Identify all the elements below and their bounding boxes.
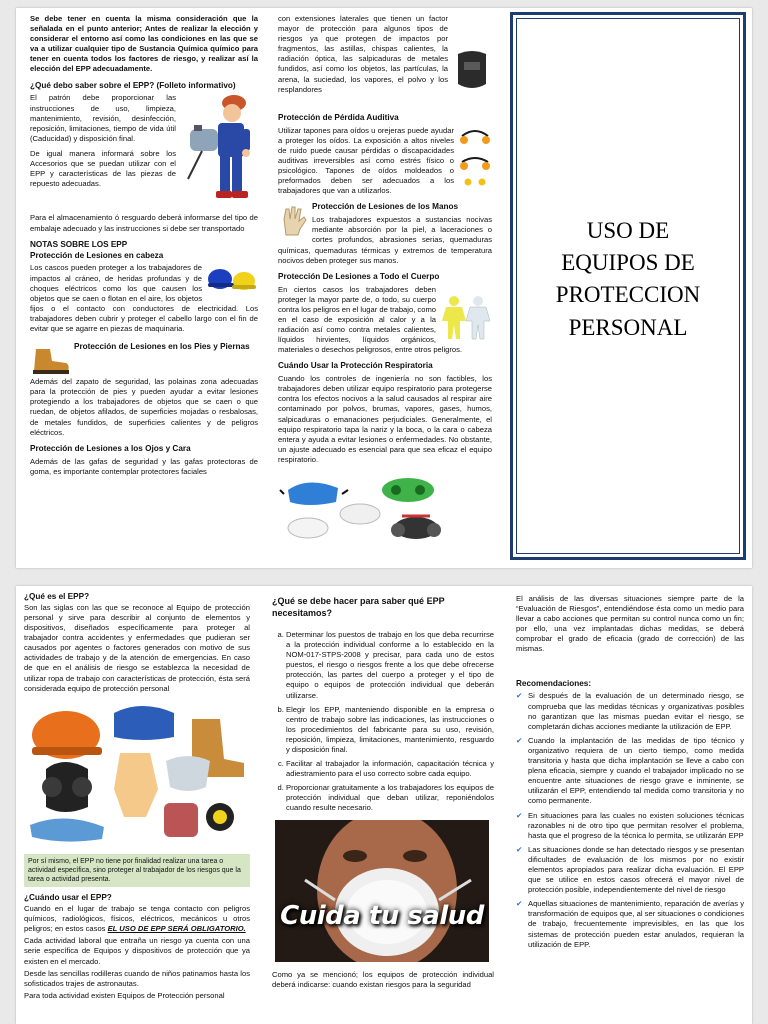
worker-mask-portrait [275, 820, 489, 962]
panel-6 [516, 586, 744, 1024]
list-item: c. Facilitar al trabajador la información, capacitación técnica y adiestramiento para el uso correcto sobre cada equipo. [286, 759, 494, 779]
cuida-tu-salud-photo [275, 820, 489, 962]
face-protection-paragraph: con extensiones laterales que tienen un factor mayor de protección para algunos tipos de riesgos ya que protegen de impactos por fragmentos, las astillas, chispas calientes, la radiación óptica, las salpicaduras de metales fundidos, así como los objetos, las partículas, la arena, la suciedad, los vapores, el polvo y los resplandores [278, 14, 448, 94]
bottom-paragraph: Como ya se mencionó; los equipos de protección individual deberá indicarse: cuando existan riesgos para la seguridad [272, 969, 494, 989]
panel-2 [278, 8, 492, 568]
cover-title: USO DE EQUIPOS DE PROTECCION PERSONAL [555, 218, 701, 340]
hands-paragraph: Los trabajadores expuestos a sustancias nocivas mediante absorción por la piel, a laceraciones o cortes profundos, abrasiones serias, quemaduras químicas, quemaduras térmicas y extremos de temperatura nocivos deben proteger sus manos. [278, 215, 492, 265]
recommendations-list [516, 691, 744, 949]
list-item [516, 845, 744, 895]
respiratory-paragraph: Cuando los controles de ingeniería no son factibles, los trabajadores deben utilizar equipo respiratorio para protegerse contra los efectos nocivos a la salud causados al respirar aire contaminado por polvos, brumas, vapores, gases, humos, salpicaduras o emanaciones perjudiciales. Generalmente, el equipo respiratorio tapa la nariz y la boca, o la cara o cabeza entera y ayuda a evitar lesiones o enfermedades. No obstante, un ajuste adecuado es esencial para que sea eficaz el equipo respiratorio. [278, 374, 492, 464]
eyes-protection-heading: Protección de Lesiones a los Ojos y Cara [30, 443, 191, 453]
skates-paragraph: Desde las sencillas rodilleras cuando de niños patinamos hasta los sofisticados trajes de astronautas. [24, 968, 250, 988]
what-epp-needed-heading: ¿Qué se debe hacer para saber qué EPP necesitamos? [272, 596, 445, 618]
recommendation-text: Cuando la implantación de las medidas de tipo técnico y organizativo requiera de un cierto tiempo, como medida transitoria y hasta que dicha implantación se lleve a cabo con plena eficacia, siempre y cuando el trabajador implicado no se encuentre ante situaciones de riesgo grave e inminente, se utilizarán el EPP, entendiendo tal medida como transitoria y no como permanente. [528, 735, 744, 806]
head-protection-heading: Protección de Lesiones en cabeza [30, 250, 164, 260]
list-item [516, 691, 744, 731]
what-is-epp-paragraph: Son las siglas con las que se reconoce al Equipo de protección personal y sirve para describir al conjunto de elementos y dispositivos, diseñados específicamente para proteger al trabajador contra accidentes y enfermedades que pudieran ser causados por agentes o factores generados con motivo de sus actividades de trabajo y de la atención de emergencias. En caso de que en el análisis de riesgo se establezca la necesidad de utilizar ropa de trabajo con características de protección, ésta será considerada equipo de protección personal [24, 602, 250, 693]
recommendation-text: Aquellas situaciones de mantenimiento, reparación de averías y transformación de equipos que, al ser situaciones o condiciones de trabajo, frecuentemente imprevisibles, en las que los sistemas de protección pueden estar anulados, requieran la utilización de EPP. [528, 899, 744, 949]
respiratory-protection-heading: Cuándo Usar la Protección Respiratoria [278, 361, 433, 371]
intro-paragraph: Se debe tener en cuenta la misma consideración que la señalada en el punto anterior; Antes de realizar la elección y considerar el entorno así como las condiciones en las que se va a utilizar cualquier tipo de Sustancia Química químico para tener en cuenta todos los factores de riesgo, y realizar así la elección del EPP adecuadamente. [30, 14, 258, 74]
steps-list [272, 630, 494, 814]
head-paragraph: Los cascos pueden proteger a los trabajadores de impactos al cráneo, de heridas profundas y de choques eléctricos como los que causen los objetos que se caen o flotan en el aire, los objetos fijos o el contacto con conductores de electricidad. Los trabajadores deben cubrir y proteger el cabello largo con el fin de evitar que se agarre en piezas de maquinaria. [30, 263, 258, 334]
body-paragraph: En ciertos casos los trabajadores deben proteger la mayor parte de, o todo, su cuerpo contra los peligros en el lugar de trabajo, como en el caso de exposición al calor y a la radiación así como contra metales calientes, líquidos hirvientes, líquidos orgánicos, materiales o desechos peligrosos, entre otros peligros. [278, 284, 463, 355]
when-use-text: Cuando en el lugar de trabajo se tenga contacto con peligros químicos, radiológicos, físicos, eléctricos, mecánicos u otros peligros; en estos casos [24, 904, 250, 934]
photo-caption: Cuida tu salud [280, 900, 484, 931]
welding-mask-illustration [452, 48, 492, 92]
hearing-protection-heading: Protección de Pérdida Auditiva [278, 112, 399, 122]
list-item: d. Proporcionar gratuitamente a los trabajadores los equipos de protección individual que deban utilizar, reponiéndolos cuando resulte necesario. [286, 783, 494, 813]
risk-evaluation-paragraph: El análisis de las diversas situaciones siempre parte de la “Evaluación de Riesgos”, entendiéndose ésta como un medio para llevar a cabo acciones que permitan su control nunca como un fin; por ello, una vez implantadas dichas medidas, se deberá comprobar el grado de eficacia (grado de corrección) de las mismas. [516, 594, 744, 654]
hearing-paragraph: Utilizar tapones para oídos u orejeras puede ayudar a proteger los oídos. La exposición a altos niveles de ruido puede causar pérdidas o discapacidades auditivas irreversibles así como estrés físico o psicológico. Tapones de oídos moldeados o preformados deben ser adecuados a los trabajadores que van a utilizarlos. [278, 125, 454, 196]
list-item: b. Elegir los EPP, manteniendo disponible en la empresa o centro de trabajo sobre las indicaciones, las instrucciones o los procedimientos del fabricante para su uso, revisión, reposición, limpieza, limitaciones, mantenimiento, resguardo y disposición final. [286, 705, 494, 755]
list-item: a. Determinar los puestos de trabajo en los que deba recurrirse a la protección individual conforme a lo establecido en la NOM-017-STPS-2008 y precisar, para cada uno de estos puestos, el riesgo o riesgos frente a los que debe ofrecerse protección, las partes del cuerpo a proteger y el tipo de equipo o equipos de protección individual que deberán utilizarse. [286, 630, 494, 701]
check-icon: ✔ [516, 844, 523, 854]
recommendation-text: En situaciones para las cuales no existen soluciones técnicas razonables ni de otro tipo que permitan resolver el problema, hasta que el progreso de la técnica lo permita, se utilizarán EPP [528, 810, 744, 840]
feet-protection-heading: Protección de Lesiones en los Pies y Piernas [74, 342, 250, 352]
panel-4 [24, 586, 250, 1024]
glove-illustration [278, 205, 308, 237]
list-item [516, 736, 744, 807]
hard-hats-illustration [206, 263, 258, 293]
recommendation-text: Las situaciones donde se han detectado riesgos y se presentan dificultades de evaluación de los mismos por no existir elementos apropiados para realizar dicha evaluación. El EPP que se utilice en estos casos ofrecerá el mayor nivel de protección posible, independientemente del nivel de riesgo [528, 844, 744, 895]
check-icon: ✔ [516, 810, 523, 820]
epp-equipment-collage [24, 699, 250, 847]
list-item [516, 899, 744, 949]
mandatory-emphasis: EL USO DE EPP SERÁ OBLIGATORIO. [107, 924, 246, 934]
recommendation-text: Si después de la evaluación de un determinado riesgo, se comprueba que las medidas técnicas y organizativas posibles no garantizan que las mismas puedan evitar el riesgo, se completarán dichas acciones mediante la utilización de EPP. [528, 691, 744, 731]
employer-paragraph: El patrón debe proporcionar las instrucciones de uso, limpieza, mantenimiento, revisión, desinfección, reposición, limitaciones, tiempo de vida útil (Caducidad) y disposición final. [30, 93, 176, 143]
epp-info-heading: ¿Qué debo saber sobre el EPP? (Folleto informativo) [30, 80, 236, 90]
protective-suits-illustration [440, 295, 492, 341]
accessories-paragraph: De igual manera informará sobre los Accesorios que se puedan utilizar con el EPP y características de las piezas de repuesto adecuadas. [30, 148, 176, 189]
storage-paragraph: Para el almacenamiento ó resguardo deberá informarse del tipo de embalaje adecuado y las instrucciones si debe ser transportado [30, 213, 258, 233]
activity-paragraph: Cada actividad laboral que entraña un riesgo ya cuenta con una serie específica de Equipos y dispositivos de protección que ya existen en el mercado. [24, 936, 250, 966]
list-item [516, 811, 744, 841]
safety-boot-illustration [30, 345, 70, 375]
earplugs-illustration [458, 126, 492, 188]
when-use-paragraph [24, 904, 250, 934]
feet-paragraph: Además del zapato de seguridad, las polainas zona adecuadas para la protección de pies y pueden ayudar a evitar lesiones protegiendo a los trabajadores de objetos que se caen o que ruedan, de objetos afilados, de superficies mojadas o resbalosas, de metales fundidos, de superficies calientes y de peligros eléctricos. [30, 377, 258, 437]
worker-fumigator-illustration [180, 93, 258, 211]
notes-heading: NOTAS SOBRE LOS EPP [30, 239, 128, 249]
panel-5 [272, 586, 494, 1024]
brochure-outside [16, 8, 752, 568]
each-activity-paragraph: Para toda actividad existen Equipos de Protección personal [24, 990, 225, 1000]
brochure-inside [16, 586, 752, 1024]
check-icon: ✔ [516, 735, 523, 745]
respirators-illustration [278, 470, 492, 542]
cover-panel [510, 12, 746, 560]
check-icon: ✔ [516, 691, 523, 701]
epp-note-box: Por sí mismo, el EPP no tiene por finalidad realizar una tarea o actividad específica, sino proteger al trabajador de los riesgos que la tarea o actividad presenta. [24, 854, 250, 887]
hands-protection-heading: Protección de Lesiones de los Manos [312, 202, 459, 212]
panel-1 [30, 8, 258, 568]
check-icon: ✔ [516, 899, 523, 909]
body-protection-heading: Protección De Lesiones a Todo el Cuerpo [278, 271, 440, 281]
recommendations-heading: Recomendaciones: [516, 678, 592, 688]
what-is-epp-heading: ¿Qué es el EPP? [24, 592, 90, 601]
eyes-paragraph: Además de las gafas de seguridad y las gafas protectoras de goma, es importante contemplar protectores faciales [30, 456, 258, 476]
when-use-heading: ¿Cuándo usar el EPP? [24, 893, 112, 903]
